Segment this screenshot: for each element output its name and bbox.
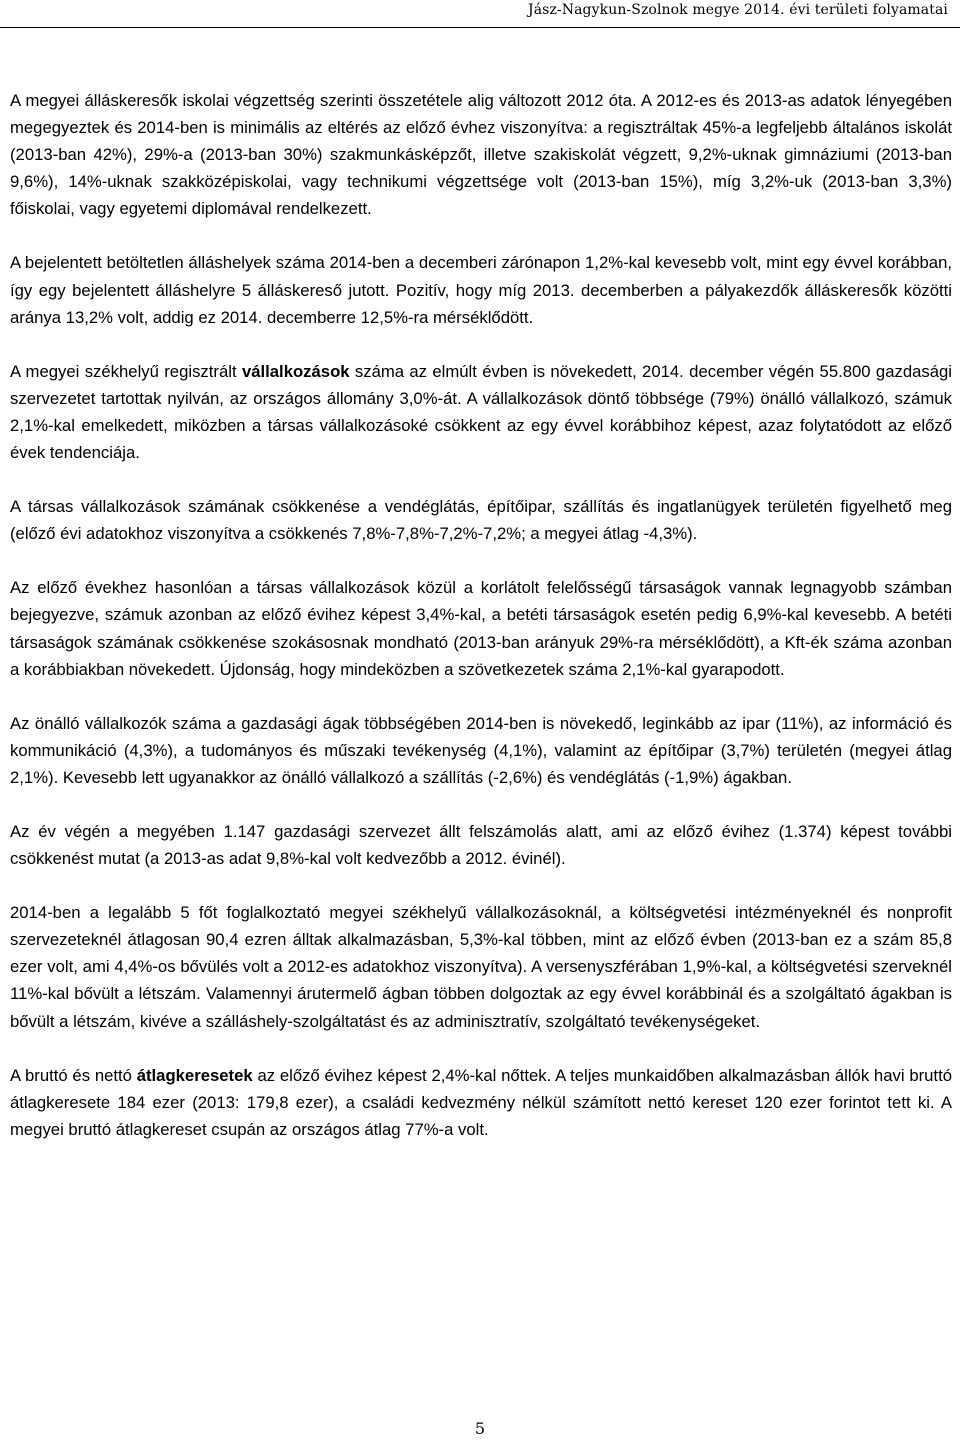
paragraph-earnings-rest: az előző évihez képest 2,4%-kal nőttek. A teljes munkaidőben alkalmazásban állók havi bruttó átlagkeresete 184 ezer (2013: 179,8 ezer), a családi kedvezmény nélkül számított nettó kereset 120 ezer forintot tett ki. A megyei bruttó átlagkereset csupán az országos átlag 77%-a volt. (10, 1065, 952, 1139)
paragraph-earnings (10, 1062, 952, 1143)
paragraph-company-forms: Az előző évekhez hasonlóan a társas vállalkozások közül a korlátolt felelősségű társaságok vannak legnagyobb számban bejegyezve, számuk azonban az előző évihez képest 3,4%-kal, a betéti társaságok esetén pedig 6,9%-kal kevesebb. A betéti társaságok számának csökkenése szokásosnak mondható (2013-ban arányuk 29%-ra mérséklődött), a Kft-ék száma azonban a korábbiakban növekedett. Újdonság, hogy mindeközben a szövetkezetek száma 2,1%-kal gyarapodott. (10, 578, 952, 679)
header-title: Jász-Nagykun-Szolnok megye 2014. évi területi folyamatai (528, 2, 948, 18)
paragraph-partnership-decline: A társas vállalkozások számának csökkenése a vendéglátás, építőipar, szállítás és ingatlanügyek területén figyelhető meg (előző évi adatokhoz viszonyítva a csökkenés 7,8%-7,8%-7,2%-7,2%; a megyei átlag -4,3%). (10, 497, 952, 544)
paragraph-liquidation: Az év végén a megyében 1.147 gazdasági szervezet állt felszámolás alatt, ami az előző évihez (1.374) képest további csökkenést mutat (a 2013-as adat 9,8%-kal volt kedvezőbb a 2012. évinél). (10, 821, 952, 869)
paragraph-employment: 2014-ben a legalább 5 főt foglalkoztató megyei székhelyű vállalkozásoknál, a költségvetési intézményeknél és nonprofit szervezeteknél átlagosan 90,4 ezren álltak alkalmazásban, 5,3%-kal többen, mint az előző évben (2013-ban ez a szám 85,8 ezer volt, ami 4,4%-os bővülés volt a 2012-es adatokhoz viszonyítva). A versenyszférában 1,9%-kal, a költségvetési szerveknél 11%-kal bővült a létszám. Valamennyi árutermelő ágban többen dolgoztak az egy évvel korábbinál és a szolgáltató ágakban is bővült a létszám, kivéve a szálláshely-szolgáltatást és az adminisztratív, szolgáltató tevékenységeket. (10, 903, 952, 1031)
paragraph-enterprises (10, 358, 952, 466)
paragraph-vacancies: A bejelentett betöltetlen álláshelyek száma 2014-ben a decemberi zárónapon 1,2%-kal kevesebb volt, mint egy évvel korábban, így egy bejelentett álláshelyre 5 álláskereső jutott. Pozitív, hogy míg 2013. decemberben a pályakezdők álláskeresők közötti aránya 13,2% volt, addig ez 2014. decemberre 12,5%-ra mérséklődött. (10, 253, 952, 327)
document-body (10, 87, 952, 1170)
page-number: 5 (474, 1419, 486, 1438)
keyword-average-earnings: átlagkeresetek (136, 1065, 253, 1085)
keyword-enterprises: vállalkozások (241, 361, 350, 381)
paragraph-enterprises-lead: A megyei székhelyű regisztrált (10, 361, 242, 381)
paragraph-earnings-lead: A bruttó és nettó (10, 1065, 137, 1085)
page-header (0, 0, 960, 28)
paragraph-job-seekers-education: A megyei álláskeresők iskolai végzettség szerinti összetétele alig változott 2012 óta. A 2012-es és 2013-as adatok lényegében megegyeztek és 2014-ben is minimális az eltérés az előző évhez viszonyítva: a regisztráltak 45%-a legfeljebb általános iskolát (2013-ban 42%), 29%-a (2013-ban 30%) szakmunkásképzőt, illetve szakiskolát végzett, 9,2%-uknak gimnáziumi (2013-ban 9,6%), 14%-uknak szakközépiskolai, vagy technikumi végzettsége volt (2013-ban 15%), míg 3,2%-uk (2013-ban 3,3%) főiskolai, vagy egyetemi diplomával rendelkezett. (10, 91, 952, 219)
paragraph-enterprises-rest: száma az elmúlt évben is növekedett, 2014. december végén 55.800 gazdasági szervezetet tartottak nyilván, az országos állomány 3,0%-át. A vállalkozások döntő többsége (79%) önálló vállalkozó, számuk 2,1%-kal emelkedett, miközben a társas vállalkozásoké csökkent az egy évvel korábbihoz képest, azaz folytatódott az előző évek tendenciája. (10, 361, 953, 463)
paragraph-sole-proprietors: Az önálló vállalkozók száma a gazdasági ágak többségében 2014-ben is növekedő, leginkább az ipar (11%), az információ és kommunikáció (4,3%), a tudományos és műszaki tevékenység (4,1%), valamint az építőipar (3,7%) területén (megyei átlag 2,1%). Kevesebb lett ugyanakkor az önálló vállalkozó a szállítás (-2,6%) és vendéglátás (-1,9%) ágakban. (10, 713, 952, 787)
